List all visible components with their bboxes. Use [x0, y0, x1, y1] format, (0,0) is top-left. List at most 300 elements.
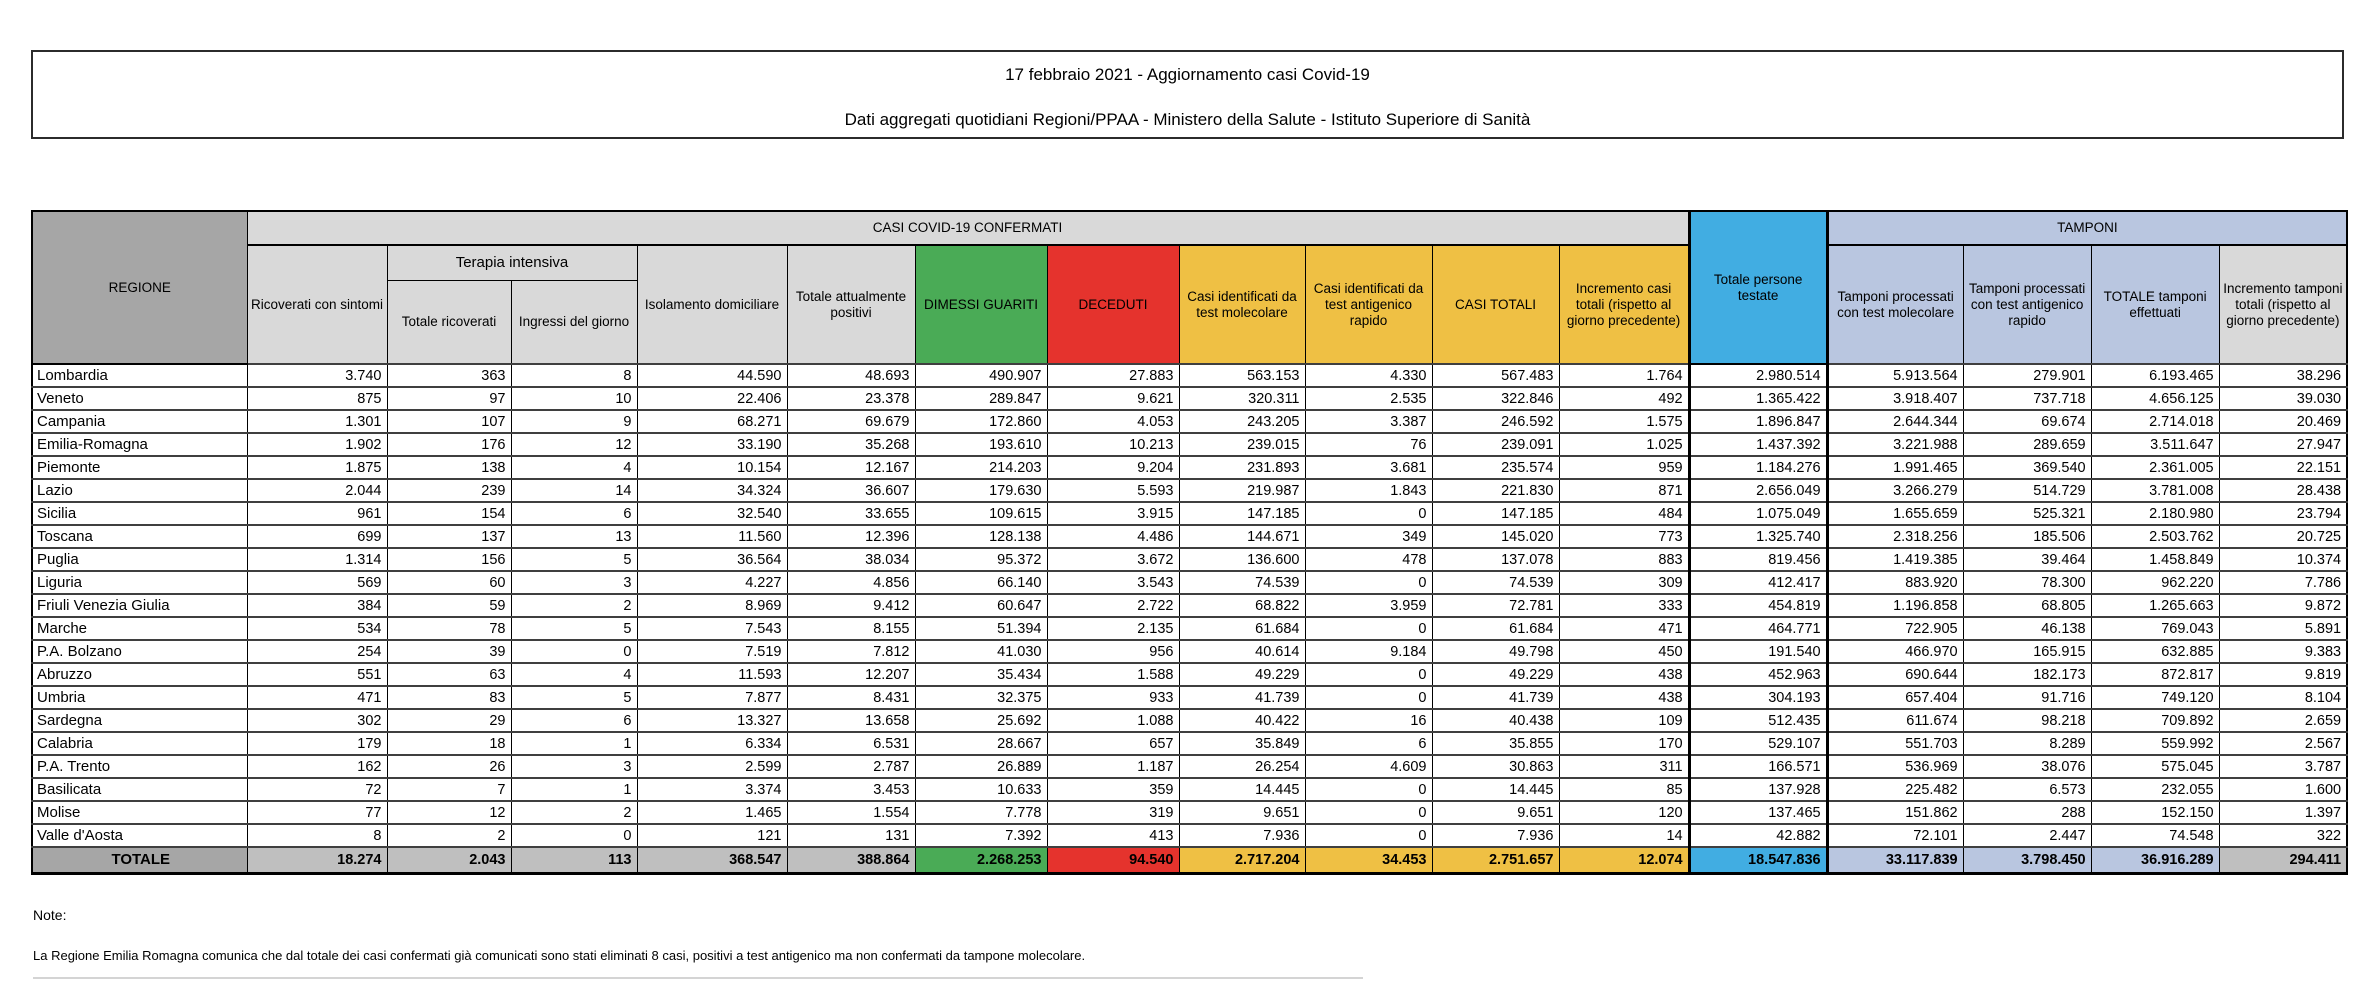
col-header-casi-test-molecolare: Casi identificati da test molecolare — [1179, 245, 1305, 364]
table-row — [32, 410, 2347, 433]
value-cell: 1.184.276 — [1689, 456, 1827, 479]
covid-table-container — [31, 210, 2348, 875]
value-cell: 1.419.385 — [1827, 548, 1963, 571]
value-cell: 137 — [387, 525, 511, 548]
region-cell: P.A. Bolzano — [32, 640, 247, 663]
value-cell: 18.274 — [247, 847, 387, 873]
value-cell: 41.030 — [915, 640, 1047, 663]
value-cell: 1.437.392 — [1689, 433, 1827, 456]
value-cell: 478 — [1305, 548, 1432, 571]
value-cell: 61.684 — [1432, 617, 1559, 640]
note-text: La Regione Emilia Romagna comunica che dal totale dei casi confermati già comunicati sono stati eliminati 8 casi, positivi a test antigenico ma non confermati da tampone molecolare. — [33, 948, 1086, 963]
region-cell: Campania — [32, 410, 247, 433]
value-cell: 137.078 — [1432, 548, 1559, 571]
value-cell: 76 — [1305, 433, 1432, 456]
table-row — [32, 571, 2347, 594]
value-cell: 34.453 — [1305, 847, 1432, 873]
table-row — [32, 663, 2347, 686]
value-cell: 6 — [511, 502, 637, 525]
table-row — [32, 801, 2347, 824]
value-cell: 7.519 — [637, 640, 787, 663]
value-cell: 6 — [1305, 732, 1432, 755]
region-cell: Molise — [32, 801, 247, 824]
value-cell: 165.915 — [1963, 640, 2091, 663]
value-cell: 10.213 — [1047, 433, 1179, 456]
value-cell: 16 — [1305, 709, 1432, 732]
value-cell: 1.025 — [1559, 433, 1689, 456]
value-cell: 3.221.988 — [1827, 433, 1963, 456]
value-cell: 98.218 — [1963, 709, 2091, 732]
value-cell: 8.969 — [637, 594, 787, 617]
value-cell: 156 — [387, 548, 511, 571]
value-cell: 2.535 — [1305, 387, 1432, 410]
value-cell: 5.593 — [1047, 479, 1179, 502]
value-cell: 1.325.740 — [1689, 525, 1827, 548]
value-cell: 137.928 — [1689, 778, 1827, 801]
value-cell: 91.716 — [1963, 686, 2091, 709]
value-cell: 22.151 — [2219, 456, 2347, 479]
value-cell: 36.564 — [637, 548, 787, 571]
value-cell: 83 — [387, 686, 511, 709]
total-label-cell: TOTALE — [32, 847, 247, 873]
region-cell: Sicilia — [32, 502, 247, 525]
value-cell: 3.672 — [1047, 548, 1179, 571]
value-cell: 4.053 — [1047, 410, 1179, 433]
value-cell: 176 — [387, 433, 511, 456]
value-cell: 769.043 — [2091, 617, 2219, 640]
value-cell: 33.190 — [637, 433, 787, 456]
value-cell: 961 — [247, 502, 387, 525]
value-cell: 368.547 — [637, 847, 787, 873]
value-cell: 20.725 — [2219, 525, 2347, 548]
value-cell: 74.539 — [1179, 571, 1305, 594]
value-cell: 452.963 — [1689, 663, 1827, 686]
value-cell: 29 — [387, 709, 511, 732]
value-cell: 450 — [1559, 640, 1689, 663]
value-cell: 525.321 — [1963, 502, 2091, 525]
value-cell: 18.547.836 — [1689, 847, 1827, 873]
table-row — [32, 548, 2347, 571]
value-cell: 26 — [387, 755, 511, 778]
value-cell: 3 — [511, 571, 637, 594]
value-cell: 147.185 — [1179, 502, 1305, 525]
value-cell: 40.422 — [1179, 709, 1305, 732]
value-cell: 10 — [511, 387, 637, 410]
value-cell: 5 — [511, 617, 637, 640]
value-cell: 231.893 — [1179, 456, 1305, 479]
value-cell: 709.892 — [2091, 709, 2219, 732]
value-cell: 60.647 — [915, 594, 1047, 617]
value-cell: 8.155 — [787, 617, 915, 640]
value-cell: 151.862 — [1827, 801, 1963, 824]
value-cell: 26.254 — [1179, 755, 1305, 778]
header-sub-row — [32, 245, 2347, 280]
value-cell: 1 — [511, 732, 637, 755]
region-cell: P.A. Trento — [32, 755, 247, 778]
value-cell: 773 — [1559, 525, 1689, 548]
value-cell: 1.465 — [637, 801, 787, 824]
value-cell: 9.184 — [1305, 640, 1432, 663]
value-cell: 254 — [247, 640, 387, 663]
table-row — [32, 594, 2347, 617]
value-cell: 1.365.422 — [1689, 387, 1827, 410]
col-header-totale-attualmente-positivi: Totale attualmente positivi — [787, 245, 915, 364]
value-cell: 551.703 — [1827, 732, 1963, 755]
value-cell: 6.531 — [787, 732, 915, 755]
value-cell: 2.644.344 — [1827, 410, 1963, 433]
value-cell: 38.076 — [1963, 755, 2091, 778]
value-cell: 39.464 — [1963, 548, 2091, 571]
value-cell: 551 — [247, 663, 387, 686]
region-cell: Abruzzo — [32, 663, 247, 686]
value-cell: 107 — [387, 410, 511, 433]
value-cell: 78.300 — [1963, 571, 2091, 594]
value-cell: 9.872 — [2219, 594, 2347, 617]
value-cell: 3.266.279 — [1827, 479, 1963, 502]
region-cell: Valle d'Aosta — [32, 824, 247, 847]
value-cell: 10.374 — [2219, 548, 2347, 571]
value-cell: 2.044 — [247, 479, 387, 502]
region-cell: Basilicata — [32, 778, 247, 801]
value-cell: 23.794 — [2219, 502, 2347, 525]
value-cell: 14 — [511, 479, 637, 502]
value-cell: 962.220 — [2091, 571, 2219, 594]
table-row — [32, 755, 2347, 778]
group-header-tamponi: TAMPONI — [1827, 211, 2347, 245]
value-cell: 464.771 — [1689, 617, 1827, 640]
value-cell: 5 — [511, 686, 637, 709]
value-cell: 4.656.125 — [2091, 387, 2219, 410]
value-cell: 3.781.008 — [2091, 479, 2219, 502]
value-cell: 2.659 — [2219, 709, 2347, 732]
value-cell: 147.185 — [1432, 502, 1559, 525]
value-cell: 41.739 — [1179, 686, 1305, 709]
value-cell: 2.599 — [637, 755, 787, 778]
value-cell: 2 — [511, 594, 637, 617]
table-row — [32, 456, 2347, 479]
value-cell: 2.722 — [1047, 594, 1179, 617]
value-cell: 632.885 — [2091, 640, 2219, 663]
value-cell: 1.575 — [1559, 410, 1689, 433]
region-cell: Veneto — [32, 387, 247, 410]
value-cell: 1 — [511, 778, 637, 801]
value-cell: 1.301 — [247, 410, 387, 433]
value-cell: 95.372 — [915, 548, 1047, 571]
value-cell: 575.045 — [2091, 755, 2219, 778]
value-cell: 26.889 — [915, 755, 1047, 778]
value-cell: 1.458.849 — [2091, 548, 2219, 571]
value-cell: 36.607 — [787, 479, 915, 502]
value-cell: 388.864 — [787, 847, 915, 873]
value-cell: 8.289 — [1963, 732, 2091, 755]
value-cell: 46.138 — [1963, 617, 2091, 640]
col-header-ricoverati-con-sintomi: Ricoverati con sintomi — [247, 245, 387, 364]
table-row — [32, 732, 2347, 755]
value-cell: 438 — [1559, 663, 1689, 686]
value-cell: 2.135 — [1047, 617, 1179, 640]
value-cell: 438 — [1559, 686, 1689, 709]
covid-data-table — [31, 210, 2348, 875]
value-cell: 9.621 — [1047, 387, 1179, 410]
value-cell: 14.445 — [1179, 778, 1305, 801]
value-cell: 3.959 — [1305, 594, 1432, 617]
region-cell: Liguria — [32, 571, 247, 594]
value-cell: 2.268.253 — [915, 847, 1047, 873]
col-header-tamponi-molecolare: Tamponi processati con test molecolare — [1827, 245, 1963, 364]
value-cell: 35.268 — [787, 433, 915, 456]
value-cell: 3.374 — [637, 778, 787, 801]
value-cell: 172.860 — [915, 410, 1047, 433]
region-cell: Piemonte — [32, 456, 247, 479]
region-cell: Emilia-Romagna — [32, 433, 247, 456]
value-cell: 302 — [247, 709, 387, 732]
value-cell: 2.656.049 — [1689, 479, 1827, 502]
value-cell: 8 — [247, 824, 387, 847]
value-cell: 4.486 — [1047, 525, 1179, 548]
value-cell: 44.590 — [637, 364, 787, 387]
table-row — [32, 525, 2347, 548]
report-title-line1: 17 febbraio 2021 - Aggiornamento casi Covid-19 — [1005, 65, 1370, 84]
value-cell: 4 — [511, 456, 637, 479]
value-cell: 2.751.657 — [1432, 847, 1559, 873]
value-cell: 7.778 — [915, 801, 1047, 824]
value-cell: 35.434 — [915, 663, 1047, 686]
value-cell: 7.936 — [1432, 824, 1559, 847]
value-cell: 28.667 — [915, 732, 1047, 755]
value-cell: 12.207 — [787, 663, 915, 686]
value-cell: 7.812 — [787, 640, 915, 663]
value-cell: 69.679 — [787, 410, 915, 433]
value-cell: 279.901 — [1963, 364, 2091, 387]
value-cell: 30.863 — [1432, 755, 1559, 778]
value-cell: 1.588 — [1047, 663, 1179, 686]
value-cell: 59 — [387, 594, 511, 617]
value-cell: 611.674 — [1827, 709, 1963, 732]
value-cell: 749.120 — [2091, 686, 2219, 709]
value-cell: 33.117.839 — [1827, 847, 1963, 873]
value-cell: 4.330 — [1305, 364, 1432, 387]
value-cell: 7.392 — [915, 824, 1047, 847]
value-cell: 1.843 — [1305, 479, 1432, 502]
value-cell: 471 — [1559, 617, 1689, 640]
value-cell: 412.417 — [1689, 571, 1827, 594]
value-cell: 109 — [1559, 709, 1689, 732]
value-cell: 3.387 — [1305, 410, 1432, 433]
value-cell: 6.573 — [1963, 778, 2091, 801]
note-label: Note: — [33, 907, 67, 923]
value-cell: 39.030 — [2219, 387, 2347, 410]
group-header-casi-confermati: CASI COVID-19 CONFERMATI — [247, 211, 1689, 245]
col-header-regione: REGIONE — [32, 211, 247, 364]
col-header-incremento-tamponi: Incremento tamponi totali (rispetto al giorno precedente) — [2219, 245, 2347, 364]
value-cell: 2.318.256 — [1827, 525, 1963, 548]
report-title-line2: Dati aggregati quotidiani Regioni/PPAA - Ministero della Salute - Istituto Superiore di Sanità — [844, 110, 1531, 129]
total-row — [32, 847, 2347, 873]
value-cell: 309 — [1559, 571, 1689, 594]
value-cell: 2.503.762 — [2091, 525, 2219, 548]
value-cell: 657 — [1047, 732, 1179, 755]
value-cell: 14 — [1559, 824, 1689, 847]
region-cell: Friuli Venezia Giulia — [32, 594, 247, 617]
region-cell: Umbria — [32, 686, 247, 709]
cropped-text-artifact — [33, 977, 1363, 979]
value-cell: 5.913.564 — [1827, 364, 1963, 387]
value-cell: 18 — [387, 732, 511, 755]
value-cell: 214.203 — [915, 456, 1047, 479]
value-cell: 9.651 — [1179, 801, 1305, 824]
table-row — [32, 387, 2347, 410]
col-header-totale-tamponi: TOTALE tamponi effettuati — [2091, 245, 2219, 364]
value-cell: 7.936 — [1179, 824, 1305, 847]
region-cell: Lombardia — [32, 364, 247, 387]
value-cell: 0 — [1305, 824, 1432, 847]
value-cell: 1.896.847 — [1689, 410, 1827, 433]
table-row — [32, 640, 2347, 663]
value-cell: 514.729 — [1963, 479, 2091, 502]
value-cell: 243.205 — [1179, 410, 1305, 433]
col-header-dimessi-guariti: DIMESSI GUARITI — [915, 245, 1047, 364]
value-cell: 875 — [247, 387, 387, 410]
value-cell: 1.088 — [1047, 709, 1179, 732]
value-cell: 41.739 — [1432, 686, 1559, 709]
value-cell: 5.891 — [2219, 617, 2347, 640]
value-cell: 7.543 — [637, 617, 787, 640]
value-cell: 0 — [1305, 663, 1432, 686]
table-body — [32, 364, 2347, 873]
value-cell: 657.404 — [1827, 686, 1963, 709]
value-cell: 138 — [387, 456, 511, 479]
table-row — [32, 824, 2347, 847]
value-cell: 1.600 — [2219, 778, 2347, 801]
value-cell: 9 — [511, 410, 637, 433]
value-cell: 13.327 — [637, 709, 787, 732]
value-cell: 1.196.858 — [1827, 594, 1963, 617]
value-cell: 72 — [247, 778, 387, 801]
value-cell: 191.540 — [1689, 640, 1827, 663]
value-cell: 0 — [1305, 502, 1432, 525]
value-cell: 2 — [511, 801, 637, 824]
value-cell: 289.659 — [1963, 433, 2091, 456]
value-cell: 492 — [1559, 387, 1689, 410]
col-header-totale-ricoverati: Totale ricoverati — [387, 280, 511, 364]
value-cell: 4.856 — [787, 571, 915, 594]
value-cell: 0 — [1305, 686, 1432, 709]
value-cell: 1.314 — [247, 548, 387, 571]
value-cell: 74.548 — [2091, 824, 2219, 847]
region-cell: Calabria — [32, 732, 247, 755]
value-cell: 288 — [1963, 801, 2091, 824]
value-cell: 121 — [637, 824, 787, 847]
value-cell: 39 — [387, 640, 511, 663]
region-cell: Toscana — [32, 525, 247, 548]
value-cell: 40.614 — [1179, 640, 1305, 663]
value-cell: 349 — [1305, 525, 1432, 548]
value-cell: 77 — [247, 801, 387, 824]
value-cell: 35.855 — [1432, 732, 1559, 755]
value-cell: 8.431 — [787, 686, 915, 709]
table-row — [32, 709, 2347, 732]
value-cell: 113 — [511, 847, 637, 873]
col-header-deceduti: DECEDUTI — [1047, 245, 1179, 364]
value-cell: 8 — [511, 364, 637, 387]
value-cell: 2.567 — [2219, 732, 2347, 755]
value-cell: 179 — [247, 732, 387, 755]
value-cell: 49.229 — [1179, 663, 1305, 686]
value-cell: 6.334 — [637, 732, 787, 755]
table-row — [32, 364, 2347, 387]
value-cell: 10.154 — [637, 456, 787, 479]
value-cell: 66.140 — [915, 571, 1047, 594]
value-cell: 85 — [1559, 778, 1689, 801]
value-cell: 2.043 — [387, 847, 511, 873]
value-cell: 871 — [1559, 479, 1689, 502]
value-cell: 569 — [247, 571, 387, 594]
value-cell: 534 — [247, 617, 387, 640]
region-cell: Puglia — [32, 548, 247, 571]
value-cell: 959 — [1559, 456, 1689, 479]
value-cell: 563.153 — [1179, 364, 1305, 387]
value-cell: 311 — [1559, 755, 1689, 778]
region-cell: Marche — [32, 617, 247, 640]
value-cell: 454.819 — [1689, 594, 1827, 617]
value-cell: 182.173 — [1963, 663, 2091, 686]
col-header-incremento-casi: Incremento casi totali (rispetto al giorno precedente) — [1559, 245, 1689, 364]
value-cell: 35.849 — [1179, 732, 1305, 755]
value-cell: 1.655.659 — [1827, 502, 1963, 525]
value-cell: 68.805 — [1963, 594, 2091, 617]
value-cell: 9.651 — [1432, 801, 1559, 824]
value-cell: 413 — [1047, 824, 1179, 847]
value-cell: 6 — [511, 709, 637, 732]
value-cell: 9.383 — [2219, 640, 2347, 663]
report-title-box — [31, 50, 2344, 139]
value-cell: 27.947 — [2219, 433, 2347, 456]
value-cell: 9.412 — [787, 594, 915, 617]
value-cell: 32.540 — [637, 502, 787, 525]
value-cell: 72.781 — [1432, 594, 1559, 617]
value-cell: 3.918.407 — [1827, 387, 1963, 410]
value-cell: 956 — [1047, 640, 1179, 663]
value-cell: 68.822 — [1179, 594, 1305, 617]
value-cell: 3.798.450 — [1963, 847, 2091, 873]
value-cell: 94.540 — [1047, 847, 1179, 873]
col-header-casi-totali: CASI TOTALI — [1432, 245, 1559, 364]
value-cell: 3.740 — [247, 364, 387, 387]
value-cell: 4.609 — [1305, 755, 1432, 778]
value-cell: 232.055 — [2091, 778, 2219, 801]
value-cell: 136.600 — [1179, 548, 1305, 571]
value-cell: 170 — [1559, 732, 1689, 755]
value-cell: 13.658 — [787, 709, 915, 732]
value-cell: 28.438 — [2219, 479, 2347, 502]
value-cell: 12.167 — [787, 456, 915, 479]
col-header-tamponi-antigenico: Tamponi processati con test antigenico rapido — [1963, 245, 2091, 364]
value-cell: 384 — [247, 594, 387, 617]
value-cell: 152.150 — [2091, 801, 2219, 824]
value-cell: 363 — [387, 364, 511, 387]
value-cell: 49.229 — [1432, 663, 1559, 686]
value-cell: 61.684 — [1179, 617, 1305, 640]
value-cell: 484 — [1559, 502, 1689, 525]
value-cell: 221.830 — [1432, 479, 1559, 502]
region-cell: Sardegna — [32, 709, 247, 732]
value-cell: 12.396 — [787, 525, 915, 548]
value-cell: 2.787 — [787, 755, 915, 778]
value-cell: 3.681 — [1305, 456, 1432, 479]
value-cell: 3.453 — [787, 778, 915, 801]
value-cell: 1.265.663 — [2091, 594, 2219, 617]
value-cell: 319 — [1047, 801, 1179, 824]
